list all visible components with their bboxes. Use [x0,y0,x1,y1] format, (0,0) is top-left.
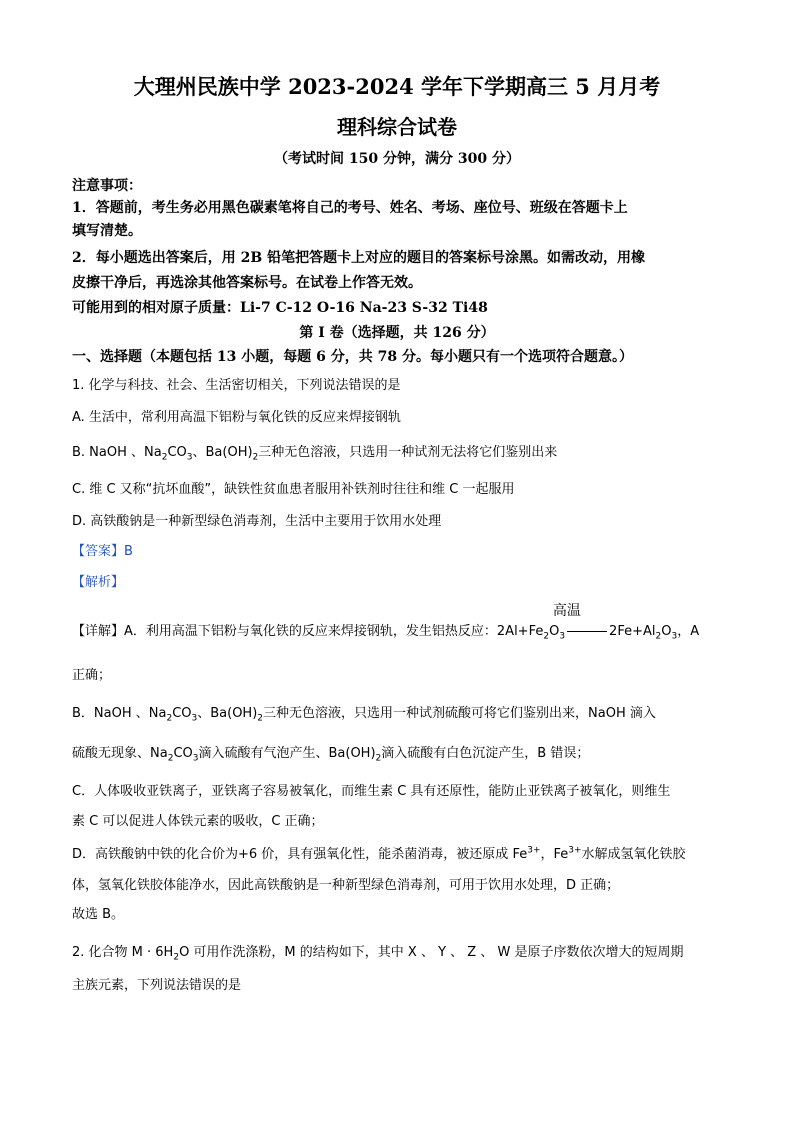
note-2-line-1: 2．每小题选出答案后，用 2B 铅笔把答题卡上对应的题目的答案标号涂黑。如需改动，用橡 [72,250,646,266]
q1-detail-c-line-1: C．人体吸收亚铁离子，亚铁离子容易被氧化，而维生素 C 具有还原性，能防止亚铁离子被氧化，则维生 [72,784,671,799]
q1-detail-d-line-1: D．高铁酸钠中铁的化合价为+6 价，具有强氧化性，能杀菌消毒，被还原成 $Fe^{3+}$，$Fe^{3+}$水解成氢氧化铁胶 [72,845,686,862]
question-type-heading: 一、选择题（本题包括 13 小题，每题 6 分，共 78 分。每小题只有一个选项符合题意。） [72,349,633,365]
q1-option-c: C. 维 C 又称“抗坏血酸”，缺铁性贫血患者服用补铁剂时往往和维 C 一起服用 [72,482,515,497]
exam-info: （考试时间 150 分钟，满分 300 分） [274,151,520,167]
q1-detail-d-line-2: 体，氢氧化铁胶体能净水，因此高铁酸钠是一种新型绿色消毒剂，可用于饮用水处理，D 正确； [72,878,620,893]
thermite-equation: 高温 $2Al+Fe_2O_3$ $2Fe+Al_2O_3$ [497,624,677,642]
note-1-line-2: 填写清楚。 [72,223,142,239]
q1-option-d: D. 高铁酸钠是一种新型绿色消毒剂，生活中主要用于饮用水处理 [72,514,442,529]
q2-stem-line-1: 2. 化合物 $M \cdot 6H_2O$ 可用作洗涤粉，M 的结构如下，其中 X 、 Y 、 Z 、 W 是原子序数依次增大的短周期 [72,945,684,963]
q2-stem-line-2: 主族元素，下列说法错误的是 [72,978,242,993]
q1-option-a: A. 生活中，常利用高温下铝粉与氧化铁的反应来焊接钢轨 [72,410,401,425]
note-1-line-1: 1．答题前，考生务必用黑色碳素笔将自己的考号、姓名、考场、座位号、班级在答题卡上 [72,200,628,216]
q1-detail-a-line-1: 【详解】A．利用高温下铝粉与氧化铁的反应来焊接钢轨，发生铝热反应： 高温 $2Al+Fe_2O_3$ $2Fe+Al_2O_3$，A [72,620,732,642]
reaction-condition: 高温 [552,603,581,619]
exam-title: 大理州民族中学 2023-2024 学年下学期高三 5 月月考 [133,74,661,99]
q1-conclusion: 故选 B。 [72,907,125,922]
q1-detail-c-line-2: 素 C 可以促进人体铁元素的吸收，C 正确； [72,814,324,829]
note-2-line-2: 皮擦干净后，再选涂其他答案标号。在试卷上作答无效。 [72,275,422,291]
q1-answer: 【答案】B [72,544,133,559]
exam-subtitle: 理科综合试卷 [337,115,457,139]
reaction-arrow [567,631,607,632]
q1-analysis-label: 【解析】 [72,575,125,590]
notes-heading: 注意事项： [72,178,142,194]
q1-detail-a-line-2: 正确； [72,668,112,683]
part-heading: 第 I 卷（选择题，共 126 分） [299,325,495,341]
q1-option-b: B. NaOH 、$Na_2CO_3$、$Ba(OH)_2$三种无色溶液，只选用一种试剂无法将它们鉴别出来 [72,445,558,463]
atomic-masses: 可能用到的相对原子质量：Li-7 C-12 O-16 Na-23 S-32 Ti48 [72,300,488,316]
q1-detail-b-line-2: 硫酸无现象、$Na_2CO_3$滴入硫酸有气泡产生、$Ba(OH)_2$滴入硫酸有白色沉淀产生，B 错误； [72,746,590,764]
q1-detail-b-line-1: B．NaOH 、$Na_2CO_3$、$Ba(OH)_2$三种无色溶液，只选用一种试剂硫酸可将它们鉴别出来，NaOH 滴入 [72,706,656,724]
q1-stem: 1. 化学与科技、社会、生活密切相关，下列说法错误的是 [72,378,401,393]
